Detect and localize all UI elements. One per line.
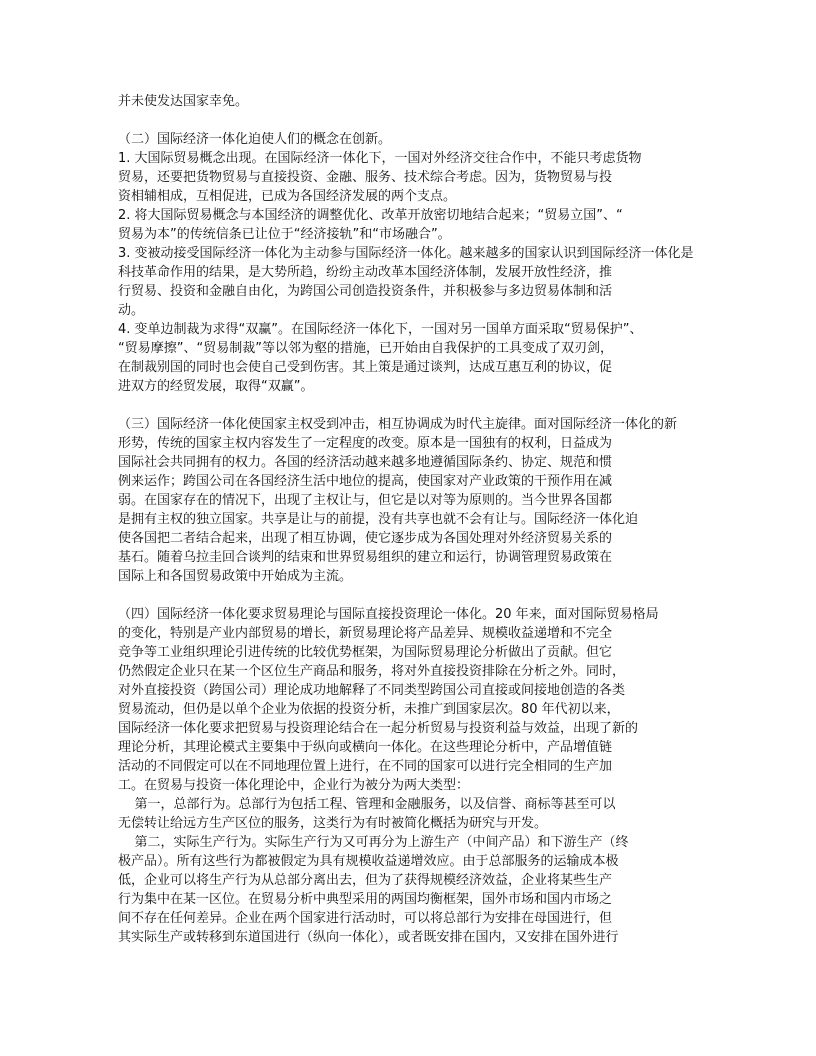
section-2-line: 贸易为本”的传统信条已让位于“经济接轨”和“市场融合”。 bbox=[118, 227, 451, 242]
section-4-line: 极产品）。所有这些行为都被假定为具有规模收益递增效应。由于总部服务的运输成本极 bbox=[118, 854, 619, 869]
section-2-line: 在制裁别国的同时也会使自己受到伤害。其上策是通过谈判，达成互惠互利的协议，促 bbox=[118, 360, 613, 375]
section-4-line: 对外直接投资（跨国公司）理论成功地解释了不同类型跨国公司直接或间接地创造的各类 bbox=[118, 683, 626, 698]
section-4-line: 国际经济一体化要求把贸易与投资理论结合在一起分析贸易与投资利益与效益，出现了新的 bbox=[118, 721, 639, 736]
section-4-line: 理论分析，其理论模式主要集中于纵向或横向一体化。在这些理论分析中，产品增值链 bbox=[118, 740, 613, 755]
section-4-line: 间不存在任何差异。企业在两个国家进行活动时，可以将总部行为安排在母国进行，但 bbox=[118, 911, 613, 926]
section-3-line: （三）国际经济一体化使国家主权受到冲击，相互协调成为时代主旋律。面对国际经济一体化的新 bbox=[118, 417, 678, 432]
section-3-line: 形势，传统的国家主权内容发生了一定程度的改变。原本是一国独有的权利，日益成为 bbox=[118, 436, 613, 451]
section-4-line: 无偿转让给远方生产区位的服务，这类行为有时被简化概括为研究与开发。 bbox=[118, 816, 548, 831]
section-2-line: 行贸易、投资和金融自由化，为跨国公司创造投资条件，并积极参与多边贸易体制和活 bbox=[118, 284, 613, 299]
section-2-line: 3. 变被动接受国际经济一体化为主动参与国际经济一体化。越来越多的国家认识到国际经济一体化是 bbox=[118, 246, 694, 261]
section-4-line: 活动的不同假定可以在不同地理位置上进行，在不同的国家可以进行完全相同的生产加 bbox=[118, 759, 613, 774]
section-2-line: 进双方的经贸发展，取得“双赢”。 bbox=[118, 379, 314, 394]
paragraph-gap bbox=[118, 586, 718, 605]
section-2-line: 4. 变单边制裁为求得“双赢”。在国际经济一体化下，一国对另一国单方面采取“贸易保护”、 bbox=[118, 322, 643, 337]
section-4-line: 第一，总部行为。总部行为包括工程、管理和金融服务，以及信誉、商标等甚至可以 bbox=[118, 797, 616, 812]
paragraph-gap bbox=[118, 396, 718, 415]
section-4-line: 贸易流动，但仍是以单个企业为依据的投资分析，未推广到国家层次。80 年代初以来， bbox=[118, 702, 620, 717]
section-2-line: 1. 大国际贸易概念出现。在国际经济一体化下，一国对外经济交往合作中，不能只考虑货物 bbox=[118, 151, 642, 166]
document-page bbox=[118, 92, 718, 947]
section-3 bbox=[118, 415, 718, 586]
section-2-line: 资相辅相成，互相促进，已成为各国经济发展的两个支点。 bbox=[118, 189, 457, 204]
section-3-line: 基石。随着乌拉圭回合谈判的结束和世界贸易组织的建立和运行，协调管理贸易政策在 bbox=[118, 550, 613, 565]
section-4-line: 的变化，特别是产业内部贸易的增长，新贸易理论将产品差异、规模收益递增和不完全 bbox=[118, 626, 613, 641]
section-4-line: 低，企业可以将生产行为从总部分离出去，但为了获得规模经济效益，企业将某些生产 bbox=[118, 873, 613, 888]
section-3-line: 是拥有主权的独立国家。共享是让与的前提，没有共享也就不会有让与。国际经济一体化迫 bbox=[118, 512, 639, 527]
section-3-line: 例来运作；跨国公司在各国经济生活中地位的提高，使国家对产业政策的干预作用在减 bbox=[118, 474, 613, 489]
section-3-line: 国际社会共同拥有的权力。各国的经济活动越来越多地遵循国际条约、协定、规范和惯 bbox=[118, 455, 613, 470]
section-2-line: 2. 将大国际贸易概念与本国经济的调整优化、改革开放密切地结合起来；“贸易立国”、“ bbox=[118, 208, 623, 223]
section-4-line: （四）国际经济一体化要求贸易理论与国际直接投资理论一体化。20 年来，面对国际贸易格局 bbox=[118, 607, 659, 622]
section-4-line: 其实际生产或转移到东道国进行（纵向一体化），或者既安排在国内，又安排在国外进行 bbox=[118, 930, 619, 945]
section-2-line: 科技革命作用的结果，是大势所趋，纷纷主动改革本国经济体制，发展开放性经济，推 bbox=[118, 265, 613, 280]
section-3-line: 使各国把二者结合起来，出现了相互协调，使它逐步成为各国处理对外经济贸易关系的 bbox=[118, 531, 613, 546]
section-3-line: 国际上和各国贸易政策中开始成为主流。 bbox=[118, 569, 353, 584]
paragraph-gap bbox=[118, 111, 718, 130]
section-4-line: 行为集中在某一区位。在贸易分析中典型采用的两国均衡框架，国外市场和国内市场之 bbox=[118, 892, 613, 907]
section-4 bbox=[118, 605, 718, 947]
section-4-line: 工。在贸易与投资一体化理论中，企业行为被分为两大类型： bbox=[118, 778, 470, 793]
section-2-line: 动。 bbox=[118, 303, 145, 318]
section-2 bbox=[118, 130, 718, 396]
section-4-line: 仍然假定企业只在某一个区位生产商品和服务，将对外直接投资排除在分析之外。同时， bbox=[118, 664, 626, 679]
section-2-heading: （二）国际经济一体化迫使人们的概念在创新。 bbox=[118, 132, 392, 147]
section-2-line: 贸易，还要把货物贸易与直接投资、金融、服务、技术综合考虑。因为，货物贸易与投 bbox=[118, 170, 613, 185]
section-4-line: 第二，实际生产行为。实际生产行为又可再分为上游生产（中间产品）和下游生产（终 bbox=[118, 835, 629, 850]
section-4-line: 竞争等工业组织理论引进传统的比较优势框架，为国际贸易理论分析做出了贡献。但它 bbox=[118, 645, 613, 660]
section-3-line: 弱。在国家存在的情况下，出现了主权让与，但它是以对等为原则的。当今世界各国都 bbox=[118, 493, 613, 508]
section-2-line: “贸易摩擦”、“贸易制裁”等以邻为壑的措施，已开始由自我保护的工具变成了双刃剑， bbox=[118, 341, 613, 356]
opening-line: 并未使发达国家幸免。 bbox=[118, 94, 249, 109]
